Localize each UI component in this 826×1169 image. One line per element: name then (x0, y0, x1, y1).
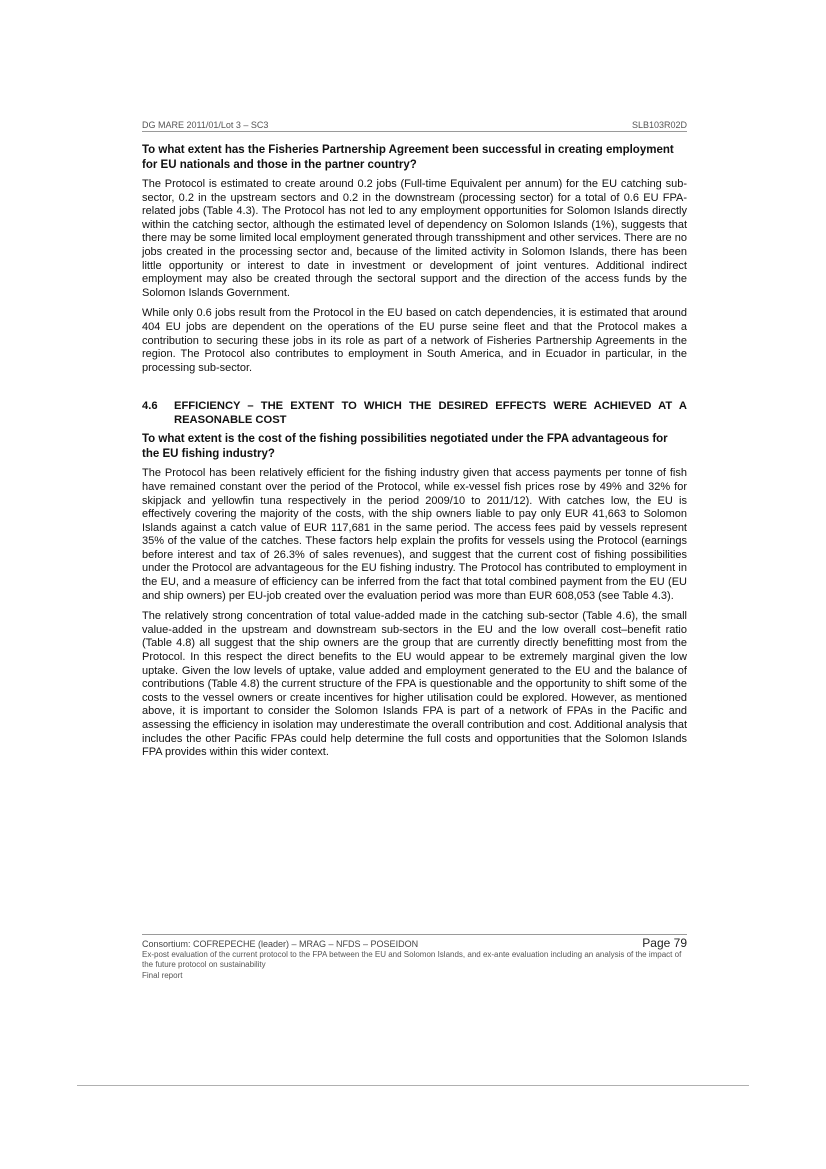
paragraph-efficiency-2: The relatively strong concentration of total value-added made in the catching sub-sector (Table 4.6), the small value-added in the upstream and downstream sub-sectors in the EU and the low overall cost–benefit ratio (Table 4.8) all suggest that the ship owners are the group that are currently directly benefitting most from the Protocol. In this respect the direct benefits to the EU would appear to be extremely marginal given the low uptake. Given the low levels of uptake, value added and employment generated to the EU and the balance of contributions (Table 4.8) the current structure of the FPA is questionable and the opportunity to shift some of the costs to the vessel owners or create incentives for higher utilisation could be explored. However, as mentioned above, it is important to consider the Solomon Islands FPA is part of a network of FPAs in the Pacific and assessing the efficiency in isolation may underestimate the overall contribution and cost. Additional analysis that includes the other Pacific FPAs could help determine the full costs and opportunities that the Solomon Islands FPA provides within this wider context. (142, 610, 687, 759)
section-heading-efficiency (142, 399, 687, 427)
section-title: EFFICIENCY – THE EXTENT TO WHICH THE DESIRED EFFECTS WERE ACHIEVED AT A REASONABLE COST (174, 400, 687, 427)
bottom-divider (77, 1085, 749, 1086)
page-body (142, 143, 687, 767)
section-number: 4.6 (142, 400, 158, 413)
footer-consortium: Consortium: COFREPECHE (leader) – MRAG – NFDS – POSEIDON (142, 939, 419, 949)
paragraph-employment-1: The Protocol is estimated to create around 0.2 jobs (Full-time Equivalent per annum) for the EU catching sub-sector, 0.2 in the upstream sectors and 0.2 in the downstream (processing sector) for a total of 0.6 EU FPA-related jobs (Table 4.3). The Protocol has not led to any employment opportunities for Solomon Islands directly within the catching sector, although the estimated level of dependency on Solomon Islands (1%), suggests that there may be some limited local employment generated through transshipment and other services. There are no jobs created in the processing sector and, because of the limited activity in Solomon Islands, there has been little opportunity or interest to date in investment or development of joint ventures. Additional indirect employment may also be created through the sectoral support and the direction of the access funds by the Solomon Islands Government. (142, 178, 687, 299)
page-number: Page 79 (642, 936, 687, 950)
footer-report-type: Final report (142, 970, 183, 980)
footer-description: Ex-post evaluation of the current protocol to the FPA between the EU and Solomon Islands, and ex-ante evaluation including an analysis of the impact of the future protocol on sustainability (142, 949, 682, 969)
paragraph-employment-2: While only 0.6 jobs result from the Protocol in the EU based on catch dependencies, it is estimated that around 404 EU jobs are dependent on the operations of the EU purse seine fleet and that the Protocol makes a contribution to securing these jobs in its role as part of a network of Fisheries Partnership Agreements in the region. The Protocol also contributes to employment in South America, and in Ecuador in particular, in the processing sub-sector. (142, 307, 687, 374)
paragraph-efficiency-1: The Protocol has been relatively efficient for the fishing industry given that access payments per tonne of fish have remained constant over the period of the Protocol, while ex-vessel fish prices rose by 49% and 32% for skipjack and yellowfin tuna respectively in the period 2009/10 to 2011/12). With catches low, the EU is effectively covering the majority of the costs, with the ship owners liable to pay only EUR 41,663 to Solomon Islands against a catch value of EUR 117,681 in the same period. The access fees paid by vessels represent 35% of the value of the catches. These factors help explain the profits for vessels using the Protocol (earnings before interest and tax of 26.3% of sales revenues), and suggest that the current cost of fishing possibilities under the Protocol are advantageous for the EU fishing industry. The Protocol has contributed to employment in the EU, and a measure of efficiency can be inferred from the fact that total combined payment from the EU (EU and ship owners) per EU-job created over the evaluation period was more than EUR 608,053 (see Table 4.3). (142, 467, 687, 602)
footer-top-row (142, 938, 687, 950)
page-footer (142, 934, 687, 981)
page-header (142, 120, 687, 132)
header-document-ref: DG MARE 2011/01/Lot 3 – SC3 (142, 120, 269, 130)
question-fishing-cost: To what extent is the cost of the fishing possibilities negotiated under the FPA advantageous for the EU fishing industry? (142, 433, 668, 460)
header-report-code: SLB103R02D (631, 120, 687, 130)
question-employment: To what extent has the Fisheries Partnership Agreement been successful in creating employment for EU nationals and those in the partner country? (142, 144, 674, 171)
